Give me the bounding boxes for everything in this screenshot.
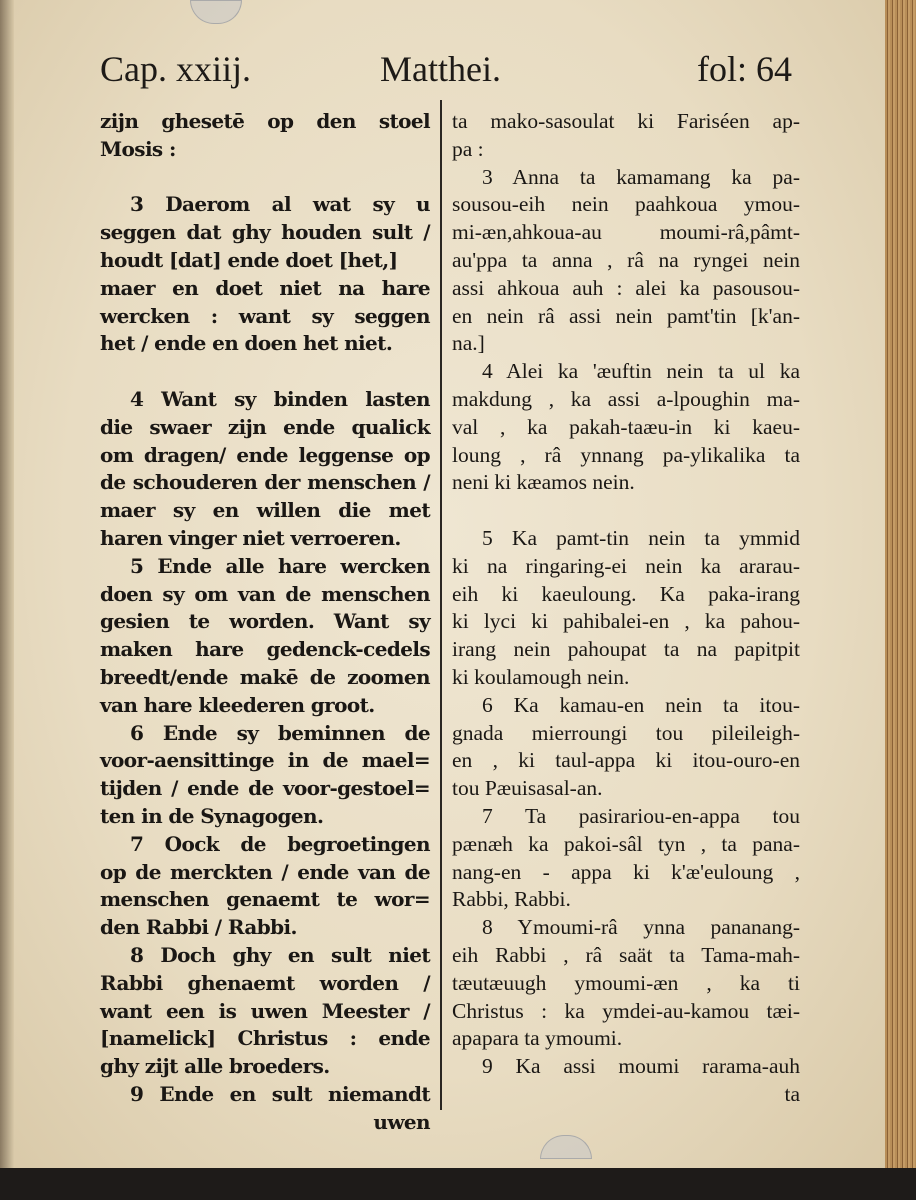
text-line: assi ahkoua auh : alei ka pasousou- — [452, 275, 800, 300]
blank-line — [452, 497, 800, 525]
text-line: 6 Ende sy beminnen de — [130, 720, 430, 745]
text-line: 5 Ka pamt-tin nein ta ymmid — [482, 525, 800, 550]
text-line: die swaer zijn ende qualick — [100, 414, 430, 439]
text-line: gnada mierroungi tou pileileigh- — [452, 720, 800, 745]
dutch-text-column — [100, 108, 430, 1136]
text-line: maer en doet niet na hare — [100, 275, 430, 300]
column-divider — [440, 100, 442, 1110]
text-line: houdt [dat] ende doet [het,] — [100, 247, 398, 272]
text-line: tæutæuugh ymoumi-æn , ka ti — [452, 970, 800, 995]
text-line: om dragen/ ende leggense op — [100, 442, 430, 467]
book-title: Matthei. — [380, 49, 501, 89]
text-line: nang-en - appa ki k'æ'euloung , — [452, 859, 800, 884]
text-line: irang nein pahoupat ta na papitpit — [452, 637, 800, 662]
text-line: Rabbi ghenaemt worden / — [100, 970, 430, 995]
text-line: en , ki taul-appa ki itou-ouro-en — [452, 748, 800, 773]
text-line: breedt/ende makē de zoomen — [100, 664, 430, 689]
text-line: ki lyci ki pahibalei-en , ka pahou- — [452, 609, 800, 634]
text-line: en nein râ assi nein pamt'tin [k'an- — [452, 303, 800, 328]
chapter-heading: Cap. xxiij. — [100, 49, 251, 89]
text-line: ghy zijt alle broeders. — [100, 1054, 330, 1079]
text-line: 7 Ta pasirariou-en-appa tou — [482, 803, 800, 828]
text-line: gesien te worden. Want sy — [100, 609, 430, 634]
text-line: want een is uwen Meester / — [100, 998, 430, 1023]
text-line: 7 Oock de begroetingen — [130, 831, 430, 856]
folio-number: fol: 64 — [697, 49, 792, 89]
text-line: ta mako-sasoulat ki Fariséen ap- — [452, 109, 800, 133]
text-line: pa : — [452, 136, 484, 161]
text-line: ta — [784, 1081, 800, 1106]
text-line: 4 Want sy binden lasten — [130, 386, 430, 411]
text-line: loung , râ ynnang pa-ylikalika ta — [452, 442, 800, 467]
text-line: 4 Alei ka 'æuftin nein ta ul ka — [482, 359, 800, 384]
text-line: Rabbi, Rabbi. — [452, 887, 571, 912]
text-line: 8 Doch ghy en sult niet — [130, 942, 430, 967]
text-line: haren vinger niet verroeren. — [100, 525, 401, 550]
text-line: val , ka pakah-taæu-in ki kaeu- — [452, 414, 800, 439]
text-line: au'ppa ta anna , râ na ryngei nein — [452, 247, 800, 272]
text-line: ki koulamough nein. — [452, 664, 630, 689]
text-line: maer sy en willen die met — [100, 498, 430, 523]
text-line: maken hare gedenck-cedels — [100, 637, 430, 662]
text-line: voor-aensittinge in de mael= — [100, 748, 430, 773]
text-line: apapara ta ymoumi. — [452, 1026, 623, 1051]
text-line: Christus : ka ymdei-au-kamou tæi- — [452, 998, 800, 1023]
text-line: neni ki kæamos nein. — [452, 470, 635, 495]
text-line: op de merckten / ende van de — [100, 859, 430, 884]
page-gutter-shadow — [0, 0, 14, 1168]
text-line: doen sy om van de menschen — [100, 581, 430, 606]
text-line: van hare kleederen groot. — [100, 692, 375, 717]
text-line: 8 Ymoumi-râ ynna pananang- — [482, 915, 800, 940]
book-edge — [885, 0, 916, 1168]
text-line: ki na ringaring-ei nein ka ararau- — [452, 553, 800, 578]
text-line: [namelick] Christus : ende — [100, 1026, 430, 1051]
text-line: de schouderen der menschen / — [100, 470, 430, 495]
text-line: seggen dat ghy houden sult / — [100, 220, 430, 245]
text-line: zijn ghesetē op den stoel — [100, 109, 430, 133]
text-line: 3 Anna ta kamamang ka pa- — [482, 164, 800, 189]
text-line: 9 Ende en sult niemandt — [130, 1081, 430, 1106]
text-line: het / ende en doen het niet. — [100, 331, 393, 356]
text-line: ten in de Synagogen. — [100, 803, 324, 828]
formosan-text-column — [452, 108, 800, 1109]
text-line: Mosis : — [100, 136, 176, 161]
text-line: 3 Daerom al wat sy u — [130, 192, 430, 217]
text-line: den Rabbi / Rabbi. — [100, 915, 297, 940]
text-line: na.] — [452, 331, 485, 356]
text-line: eih ki kaeuloung. Ka paka-irang — [452, 581, 800, 606]
text-line: eih Rabbi , râ saät ta Tama-mah- — [452, 942, 800, 967]
text-line: menschen genaemt te wor= — [100, 887, 430, 912]
text-line: sousou-eih nein paahkoua ymou- — [452, 192, 800, 217]
text-line: 6 Ka kamau-en nein ta itou- — [482, 692, 800, 717]
text-line: wercken : want sy seggen — [100, 303, 430, 328]
text-line: uwen — [373, 1109, 430, 1134]
text-line: tou Pæuisasal-an. — [452, 776, 603, 801]
text-line: mi-æn,ahkoua-au moumi-râ,pâmt- — [452, 220, 800, 245]
text-line: makdung , ka assi a-lpoughin ma- — [452, 386, 800, 411]
scan-background — [0, 1168, 916, 1200]
text-line: tijden / ende de voor-gestoel= — [100, 776, 430, 801]
text-line: 5 Ende alle hare wercken — [130, 553, 430, 578]
blank-line — [100, 164, 430, 192]
blank-line — [100, 358, 430, 386]
text-line: pænæh ka pakoi-sâl tyn , ta pana- — [452, 831, 800, 856]
text-line: 9 Ka assi moumi rarama-auh — [482, 1054, 800, 1079]
